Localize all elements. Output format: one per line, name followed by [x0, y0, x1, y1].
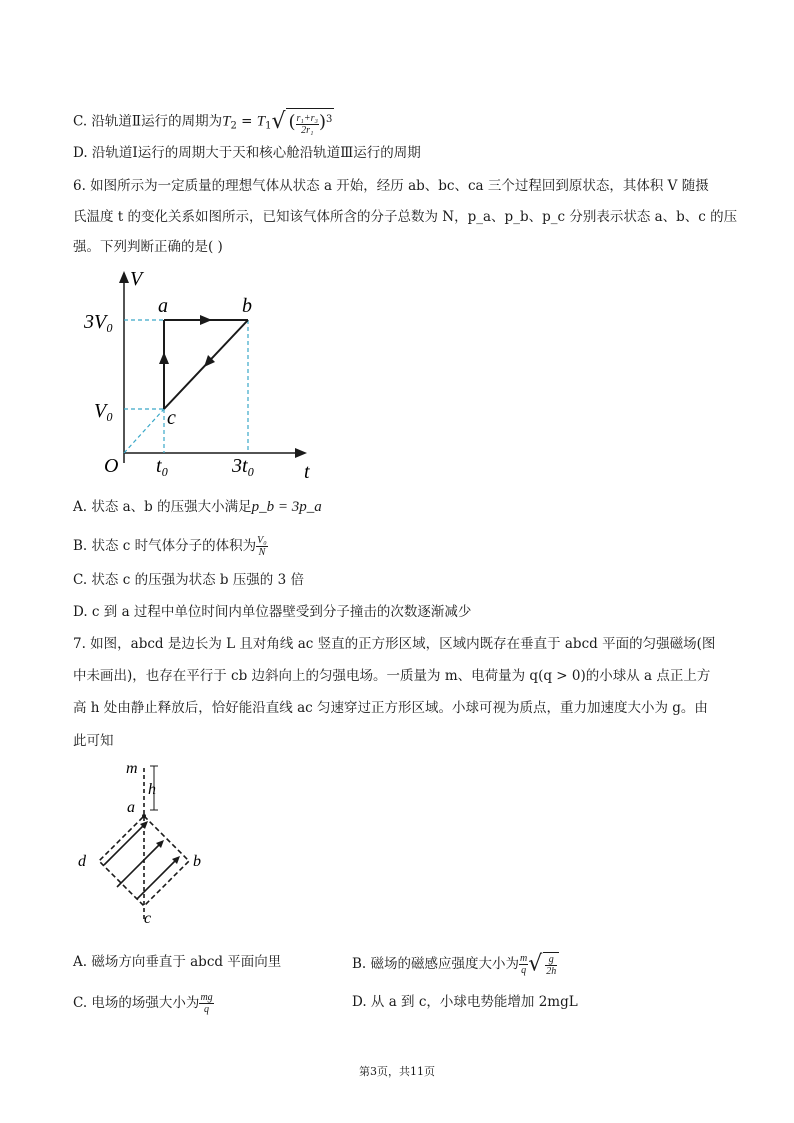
q7-square-field-figure [74, 760, 224, 930]
label-d: d [78, 853, 86, 870]
q7-stem-line4: 此可知 [73, 733, 114, 749]
label-m: m [126, 760, 138, 777]
q6-stem-line1: 6. 如图所示为一定质量的理想气体从状态 a 开始，经历 ab、bc、ca 三个过程回到原状态，其体积 V 随摄 [73, 178, 709, 194]
q7-option-a: A. 磁场方向垂直于 abcd 平面向里 [73, 954, 282, 970]
arrow-ab-icon [200, 315, 212, 325]
label-c: c [167, 407, 176, 429]
label-3v0: 3V₀ [84, 311, 114, 333]
label-origin: O [104, 455, 119, 477]
q7-stem-line2: 中未画出)，也存在平行于 cb 边斜向上的匀强电场。一质量为 m、电荷量为 q(q > 0)的小球从 a 点正上方 [73, 668, 711, 684]
q5-option-c: C. 沿轨道Ⅱ运行的周期为$T_2 = T_1√$ ( $\frac{\text{r₁+r₃}}{\text{2r₁}}$ )$^3$ [73, 108, 333, 136]
q6-stem-line3: 强。下列判断正确的是( ) [73, 239, 223, 255]
t-axis-arrow-icon [295, 448, 307, 458]
q7-option-c: C. 电场的场强大小为 $\frac{mg}{q}$ [73, 992, 213, 1015]
q5-option-d: D. 沿轨道Ⅰ运行的周期大于天和核心舱沿轨道Ⅲ运行的周期 [73, 145, 421, 161]
q6-vt-graph [80, 266, 320, 481]
label-v: V [130, 268, 143, 290]
q7-option-d: D. 从 a 到 c，小球电势能增加 2mgL [352, 994, 578, 1010]
guide-origin-extension [124, 409, 164, 453]
label-b: b [242, 295, 252, 317]
q6-option-a: A. 状态 a、b 的压强大小满足p_b = 3p_a [73, 499, 322, 515]
q6-option-d: D. c 到 a 过程中单位时间内单位器壁受到分子撞击的次数逐渐减少 [73, 604, 472, 620]
page-footer: 第3页，共11页 [359, 1065, 435, 1078]
label-c: c [144, 910, 152, 927]
field-line-1 [104, 823, 146, 865]
q6-stem-line2: 氏温度 t 的变化关系如图所示，已知该气体所含的分子总数为 N，p_a、p_b、p_c 分别表示状态 a、b、c 的压 [73, 209, 738, 225]
arrow-ca-icon [159, 352, 169, 364]
q5-fraction: $\frac{\text{r₁+r₃}}{\text{2r₁}}$ [296, 112, 318, 136]
sqrt-sign: √ [271, 108, 286, 134]
q7-stem-line1: 7. 如图，abcd 是边长为 L 且对角线 ac 竖直的正方形区域，区域内既存在垂直于 abcd 平面的匀强磁场(图 [73, 636, 716, 652]
label-t: t [304, 461, 310, 481]
q7-option-b: B. 磁场的磁感应强度大小为 $\frac{m}{q}$ √ $\frac{g}{2h}$ [352, 952, 559, 977]
label-a: a [127, 799, 135, 816]
q6-option-c: C. 状态 c 的压强为状态 b 压强的 3 倍 [73, 572, 304, 588]
label-v0: V₀ [94, 400, 114, 422]
v-axis-arrow-icon [119, 271, 129, 283]
label-b: b [193, 853, 201, 870]
label-t0: t₀ [156, 455, 169, 477]
label-3t0: 3t₀ [232, 455, 255, 477]
label-h: h [148, 781, 156, 798]
q7-stem-line3: 高 h 处由静止释放后，恰好能沿直线 ac 匀速穿过正方形区域。小球可视为质点，重力加速度大小为 g。由 [73, 700, 708, 716]
sqrt-content: ( $\frac{\text{r₁+r₃}}{\text{2r₁}}$ )$^3$ [286, 108, 334, 136]
q6-option-b: B. 状态 c 时气体分子的体积为 $\frac{\text{V₀}}{N}$ [73, 535, 267, 558]
label-a: a [158, 295, 168, 317]
